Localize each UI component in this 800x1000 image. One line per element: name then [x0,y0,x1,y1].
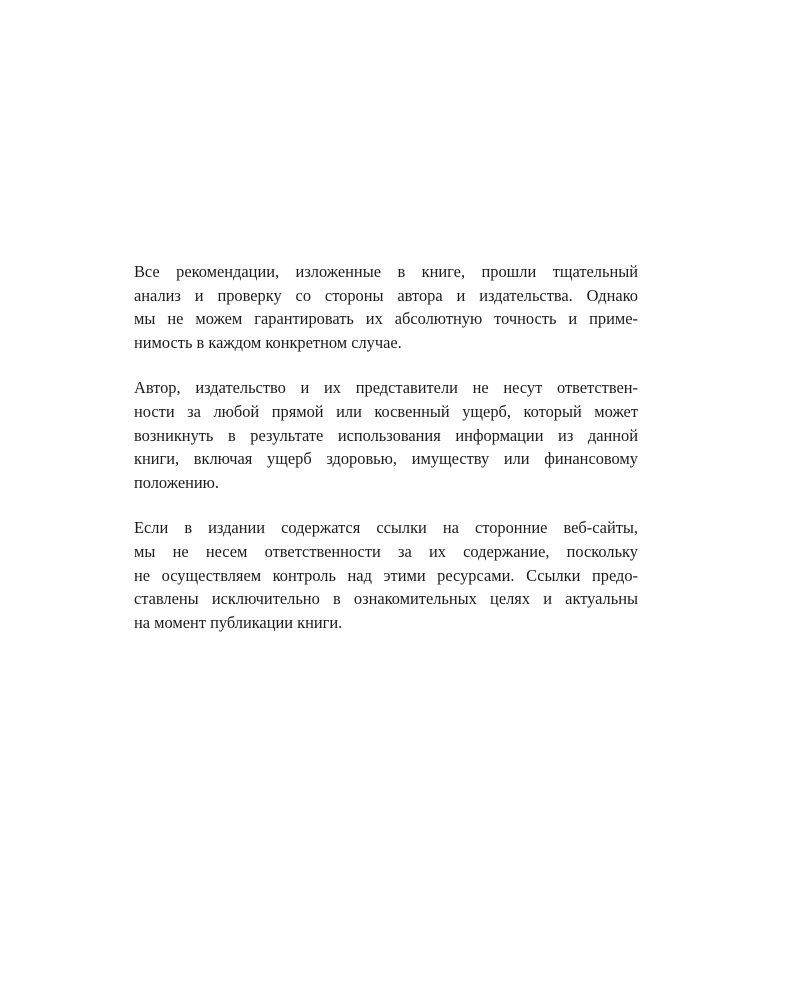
disclaimer-paragraph-1 [134,260,638,354]
paragraph-line: ности за любой прямой или косвенный ущерб, который может [134,401,638,421]
disclaimer-paragraph-3 [134,516,638,634]
paragraph-line: нимость в каждом конкретном случае. [134,332,402,352]
paragraph-line: положению. [134,472,219,492]
paragraph-line: книги, включая ущерб здоровью, имуществу или финансовому [134,449,638,469]
paragraph-line: Если в издании содержатся ссылки на сторонние веб-сайты, [134,518,638,538]
disclaimer-text [134,260,638,656]
paragraph-line: Все рекомендации, изложенные в книге, прошли тщательный [134,262,638,281]
disclaimer-paragraph-2 [134,376,638,494]
paragraph-line: возникнуть в результате использования информации из данной [134,425,638,445]
paragraph-line: Автор, издательство и их представители не несут ответствен- [134,378,638,398]
paragraph-line: анализ и проверку со стороны автора и издательства. Однако [134,285,638,305]
paragraph-line: мы не можем гарантировать их абсолютную точность и приме- [134,309,638,329]
paragraph-line: на момент публикации книги. [134,612,343,632]
paragraph-line: ставлены исключительно в ознакомительных целях и актуальны [134,589,638,609]
paragraph-line: мы не несем ответственности за их содержание, поскольку [134,541,638,561]
paragraph-line: не осуществляем контроль над этими ресурсами. Ссылки предо- [134,565,638,585]
